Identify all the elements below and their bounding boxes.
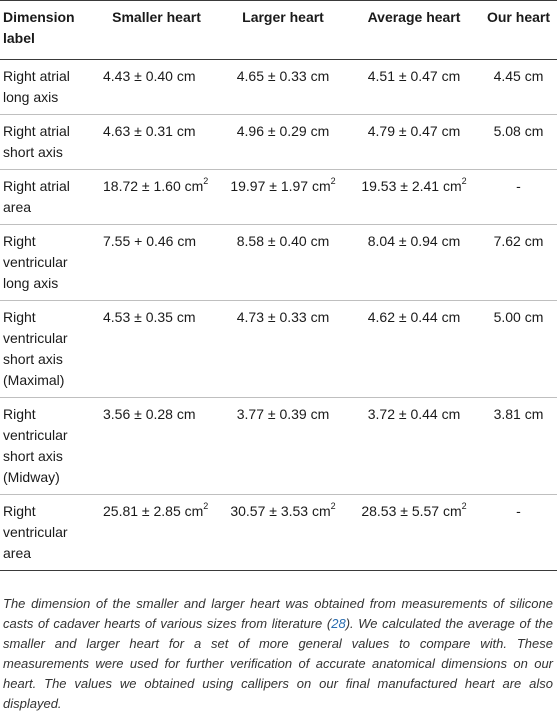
cell-larger: 3.77 ± 0.39 cm xyxy=(236,406,330,422)
cell-smaller: 4.63 ± 0.31 cm xyxy=(103,123,196,139)
caption-text-start: The dimension of the smaller and larger heart was obtained from measurements of silicone casts of cadaver hearts of various sizes from literature ( xyxy=(3,596,553,631)
row-label: Right ventricular short axis (Midway) xyxy=(3,406,68,485)
cell-larger-value: 30.57 ± 3.53 cm xyxy=(230,503,331,519)
cell-average xyxy=(348,495,480,571)
cell-smaller: 7.55 + 0.46 cm xyxy=(103,233,197,249)
cell-larger: 4.65 ± 0.33 cm xyxy=(236,68,330,84)
cell-ours: 5.00 cm xyxy=(493,309,544,325)
unit-superscript: 2 xyxy=(461,176,467,187)
header-smaller-heart: Smaller heart xyxy=(112,9,201,25)
cell-ours: 7.62 cm xyxy=(493,233,544,249)
table-row xyxy=(0,398,557,495)
row-label: Right ventricular long axis xyxy=(3,233,68,291)
table-body xyxy=(0,60,557,571)
citation-link[interactable]: 28 xyxy=(331,616,346,631)
cell-average-value: 28.53 ± 5.57 cm xyxy=(361,503,462,519)
row-label: Right atrial long axis xyxy=(3,68,70,105)
table-row xyxy=(0,60,557,115)
cell-average: 4.79 ± 0.47 cm xyxy=(367,123,461,139)
cell-average: 3.72 ± 0.44 cm xyxy=(367,406,461,422)
cell-larger-value: 19.97 ± 1.97 cm xyxy=(230,178,331,194)
cell-ours: 5.08 cm xyxy=(493,123,544,139)
row-label: Right atrial area xyxy=(3,178,70,215)
cell-larger xyxy=(218,495,348,571)
row-label: Right ventricular area xyxy=(3,503,68,561)
header-row xyxy=(0,1,557,60)
row-label: Right atrial short axis xyxy=(3,123,70,160)
header-larger-heart: Larger heart xyxy=(242,9,324,25)
cell-average: 4.51 ± 0.47 cm xyxy=(367,68,461,84)
unit-superscript: 2 xyxy=(203,176,209,187)
cell-average-value: 19.53 ± 2.41 cm xyxy=(361,178,462,194)
cell-larger: 4.73 ± 0.33 cm xyxy=(236,309,330,325)
table-row xyxy=(0,301,557,398)
table-row xyxy=(0,225,557,301)
cell-smaller xyxy=(95,170,218,225)
cell-smaller-value: 25.81 ± 2.85 cm xyxy=(103,503,204,519)
unit-superscript: 2 xyxy=(461,501,467,512)
row-label: Right ventricular short axis (Maximal) xyxy=(3,309,68,388)
unit-superscript: 2 xyxy=(330,176,336,187)
cell-smaller: 4.43 ± 0.40 cm xyxy=(103,68,196,84)
caption-text-end: ). We calculated the average of the smaller and larger heart for a set of more general values to compare with. These measurements were used for further verification of accurate anatomical dimensions on our heart. The values we obtained using callipers on our final manufactured heart are also displayed. xyxy=(3,616,553,711)
cell-smaller xyxy=(95,495,218,571)
cell-ours: 4.45 cm xyxy=(493,68,544,84)
cell-ours: - xyxy=(516,503,521,519)
cell-larger: 4.96 ± 0.29 cm xyxy=(236,123,330,139)
unit-superscript: 2 xyxy=(330,501,336,512)
header-dimension-label: Dimension label xyxy=(3,9,75,46)
table-caption xyxy=(0,584,557,714)
cell-larger: 8.58 ± 0.40 cm xyxy=(236,233,330,249)
cell-ours: 3.81 cm xyxy=(493,406,544,422)
table-row xyxy=(0,495,557,571)
cell-larger xyxy=(218,170,348,225)
cell-average: 8.04 ± 0.94 cm xyxy=(367,233,461,249)
header-average-heart: Average heart xyxy=(367,9,461,25)
table-row xyxy=(0,170,557,225)
cell-average: 4.62 ± 0.44 cm xyxy=(367,309,461,325)
cell-average xyxy=(348,170,480,225)
cell-ours: - xyxy=(516,178,521,194)
unit-superscript: 2 xyxy=(203,501,209,512)
table-header xyxy=(0,1,557,60)
cell-smaller: 3.56 ± 0.28 cm xyxy=(103,406,196,422)
table-row xyxy=(0,115,557,170)
header-our-heart: Our heart xyxy=(486,9,550,25)
cell-smaller-value: 18.72 ± 1.60 cm xyxy=(103,178,204,194)
cell-smaller: 4.53 ± 0.35 cm xyxy=(103,309,196,325)
